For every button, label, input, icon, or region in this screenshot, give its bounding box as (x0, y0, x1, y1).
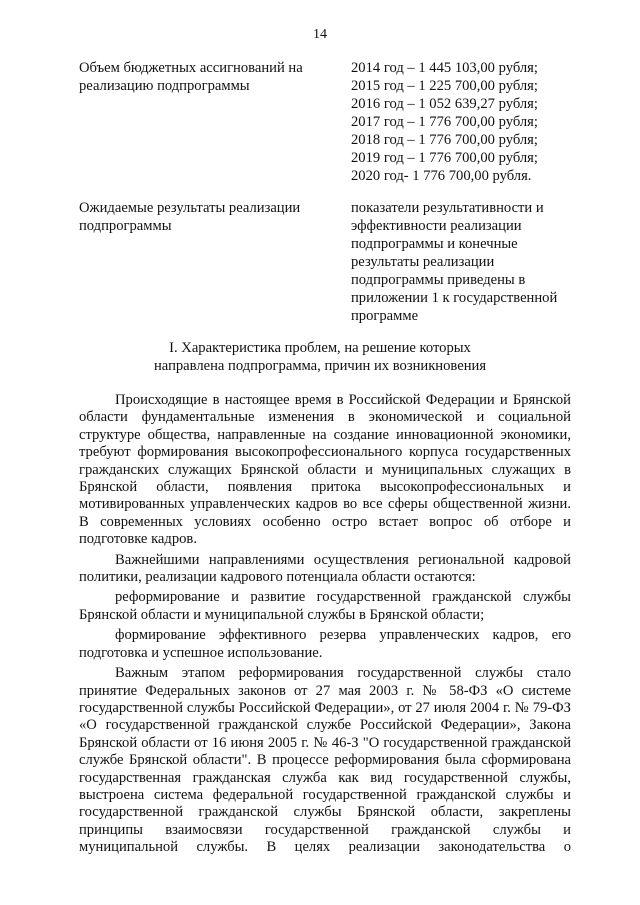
paragraph: Важнейшими направлениями осуществления региональной кадровой политики, реализации кадрового потенциала области остаются: (79, 551, 571, 586)
budget-label-line: реализацию подпрограммы (79, 78, 250, 94)
paragraph: формирование эффективного резерва управленческих кадров, его подготовка и успешное использование. (79, 627, 571, 661)
section-heading (0, 339, 640, 375)
budget-years (351, 59, 573, 185)
results-value-line: эффективности реализации (351, 218, 522, 234)
budget-year-2017: 2017 год – 1 776 700,00 рубля; (351, 114, 538, 130)
paragraph: Происходящие в настоящее время в Российской Федерации и Брянской области фундаментальные изменения в экономической и социальной структуре общества, направленные на создание инновационной экономики, требуют формирования высокопрофессионального корпуса государственных гражданских служащих Брянской области и муниципальных служащих в Брянской области, появления притока высокопрофессиональных и мотивированных управленческих кадров во все сферы общественной жизни. В современных условиях особенно остро встает вопрос об отборе и подготовке кадров. (79, 392, 571, 548)
results-value-line: подпрограммы и конечные (351, 236, 518, 252)
budget-year-2016: 2016 год – 1 052 639,27 рубля; (351, 96, 538, 112)
paragraph: реформирование и развитие государственной гражданской службы Брянской области и муниципальной службы в Брянской области; (79, 589, 571, 623)
results-value-line: подпрограммы приведены в (351, 272, 526, 288)
results-label-line: Ожидаемые результаты реализации (79, 200, 301, 216)
body-text (79, 392, 571, 860)
budget-year-2018: 2018 год – 1 776 700,00 рубля; (351, 132, 538, 148)
budget-year-2015: 2015 год – 1 225 700,00 рубля; (351, 78, 538, 94)
section-heading-line: I. Характеристика проблем, на решение которых (169, 340, 471, 356)
budget-label (79, 59, 319, 95)
page-number: 14 (313, 27, 327, 42)
results-value-line: показатели результативности и (351, 200, 544, 216)
results-value-line: результаты реализации (351, 254, 495, 270)
results-value-line: приложении 1 к государственной (351, 290, 558, 306)
budget-year-2020: 2020 год- 1 776 700,00 рубля. (351, 168, 532, 184)
results-label-line: подпрограммы (79, 218, 172, 234)
results-value-line: программе (351, 308, 419, 324)
budget-label-line: Объем бюджетных ассигнований на (79, 60, 303, 76)
budget-year-2014: 2014 год – 1 445 103,00 рубля; (351, 60, 538, 76)
budget-year-2019: 2019 год – 1 776 700,00 рубля; (351, 150, 538, 166)
paragraph: Важным этапом реформирования государственной службы стало принятие Федеральных законов от 27 мая 2003 г. № 58-ФЗ «О системе государственной службы Российской Федерации», от 27 июля 2004 г. № 79-ФЗ «О государственной гражданской службе Российской Федерации», Закона Брянской области от 16 июня 2005 г. № 46-З "О государственной гражданской службе Брянской области". В процессе реформирования была сформирована государственная гражданская служба как вид государственной службы, выстроена система федеральной государственной гражданской службы и государственной гражданской службы Брянской области, закреплены принципы взаимосвязи государственной гражданской службы и муниципальной службы. В целях реализации законодательства о (79, 665, 571, 856)
results-label (79, 199, 319, 235)
results-value (351, 199, 573, 325)
section-heading-line: направлена подпрограмма, причин их возникновения (153, 358, 487, 374)
